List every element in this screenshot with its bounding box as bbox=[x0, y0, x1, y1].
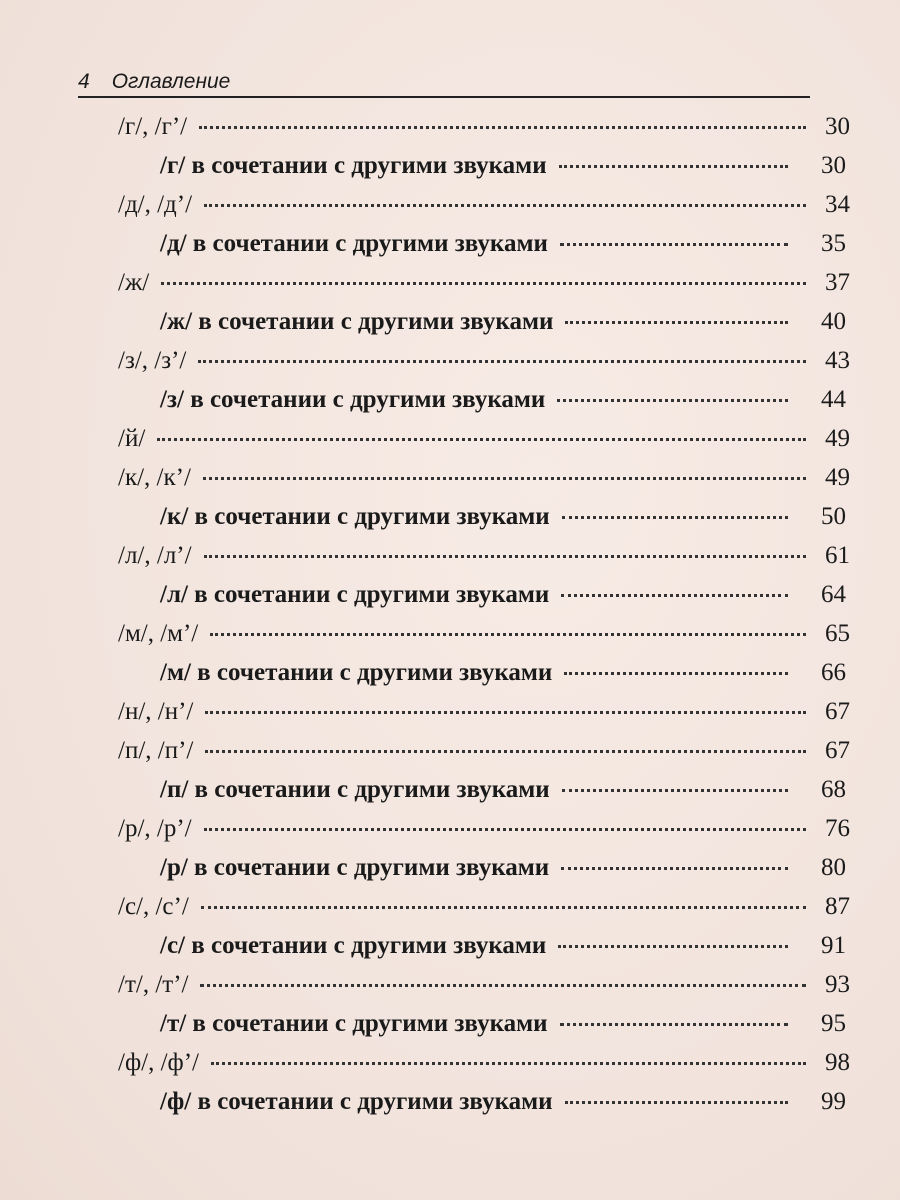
toc-entry[interactable] bbox=[118, 344, 850, 378]
toc-entry[interactable] bbox=[118, 110, 850, 144]
dot-leader bbox=[560, 1023, 788, 1026]
toc-entry[interactable] bbox=[118, 968, 850, 1002]
dot-leader bbox=[198, 360, 806, 363]
toc-page-number: 30 bbox=[825, 113, 850, 140]
header-divider bbox=[78, 96, 810, 98]
toc-entry-label: /л/, /л’/ bbox=[118, 542, 192, 569]
toc-page-number: 99 bbox=[821, 1088, 846, 1115]
toc-entry-label: /т/ в сочетании с другими звуками bbox=[160, 1010, 548, 1037]
toc-subentry[interactable] bbox=[160, 305, 850, 339]
toc-subentry[interactable] bbox=[160, 383, 850, 417]
toc-page-number: 91 bbox=[821, 932, 846, 959]
toc-entry-label: /п/, /п’/ bbox=[118, 737, 194, 764]
dot-leader bbox=[203, 477, 806, 480]
toc-subentry[interactable] bbox=[160, 1007, 850, 1041]
toc-page-number: 98 bbox=[825, 1049, 850, 1076]
dot-leader bbox=[562, 789, 788, 792]
toc-entry-label: /н/, /н’/ bbox=[118, 698, 194, 725]
toc-page-number: 67 bbox=[825, 737, 850, 764]
dot-leader bbox=[565, 1101, 788, 1104]
toc-entry-label: /р/, /р’/ bbox=[118, 815, 192, 842]
dot-leader bbox=[205, 750, 806, 753]
toc-entry-label: /й/ bbox=[118, 425, 146, 452]
toc-entry[interactable] bbox=[118, 539, 850, 573]
dot-leader bbox=[200, 984, 806, 987]
dot-leader bbox=[559, 165, 788, 168]
toc-entry[interactable] bbox=[118, 695, 850, 729]
toc-entry-label: /ж/ в сочетании с другими звуками bbox=[160, 308, 554, 335]
dot-leader bbox=[560, 243, 788, 246]
dot-leader bbox=[204, 828, 806, 831]
dot-leader bbox=[205, 711, 806, 714]
toc-subentry[interactable] bbox=[160, 656, 850, 690]
page-number: 4 bbox=[78, 70, 90, 93]
toc-entry-label: /п/ в сочетании с другими звуками bbox=[160, 776, 550, 803]
toc-entry-label: /м/, /м’/ bbox=[118, 620, 199, 647]
toc-entry[interactable] bbox=[118, 422, 850, 456]
toc-entry-label: /с/ в сочетании с другими звуками bbox=[160, 932, 547, 959]
toc-page-number: 66 bbox=[821, 659, 846, 686]
toc-entry-label: /з/, /з’/ bbox=[118, 347, 187, 374]
toc-page-number: 49 bbox=[825, 425, 850, 452]
toc-entry-label: /г/ в сочетании с другими звуками bbox=[160, 152, 547, 179]
dot-leader bbox=[562, 516, 788, 519]
toc-page-number: 34 bbox=[825, 191, 850, 218]
toc-entry-label: /к/ в сочетании с другими звуками bbox=[160, 503, 550, 530]
toc-entry[interactable] bbox=[118, 617, 850, 651]
toc-page-number: 30 bbox=[821, 152, 846, 179]
toc-page-number: 50 bbox=[821, 503, 846, 530]
toc-entry[interactable] bbox=[118, 266, 850, 300]
toc-page-number: 87 bbox=[825, 893, 850, 920]
toc-subentry[interactable] bbox=[160, 227, 850, 261]
toc-entry[interactable] bbox=[118, 1046, 850, 1080]
toc-page-number: 35 bbox=[821, 230, 846, 257]
dot-leader bbox=[211, 1062, 806, 1065]
section-title: Оглавление bbox=[111, 70, 231, 93]
toc-entry[interactable] bbox=[118, 461, 850, 495]
toc-entry-label: /ф/, /ф’/ bbox=[118, 1049, 200, 1076]
dot-leader bbox=[210, 633, 806, 636]
toc-entry-label: /з/ в сочетании с другими звуками bbox=[160, 386, 546, 413]
running-header bbox=[78, 64, 810, 94]
toc-page-number: 95 bbox=[821, 1010, 846, 1037]
toc-entry-label: /р/ в сочетании с другими звуками bbox=[160, 854, 550, 881]
dot-leader bbox=[204, 555, 806, 558]
toc-subentry[interactable] bbox=[160, 929, 850, 963]
toc-entry-label: /д/ в сочетании с другими звуками bbox=[160, 230, 548, 257]
toc-page-number: 61 bbox=[825, 542, 850, 569]
toc-page-number: 76 bbox=[825, 815, 850, 842]
toc-entry[interactable] bbox=[118, 890, 850, 924]
toc-page-number: 43 bbox=[825, 347, 850, 374]
toc-page-number: 40 bbox=[821, 308, 846, 335]
toc-page-number: 65 bbox=[825, 620, 850, 647]
dot-leader bbox=[201, 906, 806, 909]
toc-entry-label: /ф/ в сочетании с другими звуками bbox=[160, 1088, 553, 1115]
dot-leader bbox=[561, 867, 788, 870]
toc-entry[interactable] bbox=[118, 812, 850, 846]
toc-entry-label: /т/, /т’/ bbox=[118, 971, 189, 998]
toc-subentry[interactable] bbox=[160, 500, 850, 534]
toc-subentry[interactable] bbox=[160, 149, 850, 183]
dot-leader bbox=[561, 594, 788, 597]
toc-page-number: 64 bbox=[821, 581, 846, 608]
toc-page-number: 68 bbox=[821, 776, 846, 803]
dot-leader bbox=[565, 321, 788, 324]
dot-leader bbox=[157, 438, 806, 441]
dot-leader bbox=[558, 945, 788, 948]
toc-entry-label: /л/ в сочетании с другими звуками bbox=[160, 581, 550, 608]
toc-subentry[interactable] bbox=[160, 851, 850, 885]
toc-entry-label: /с/, /с’/ bbox=[118, 893, 189, 920]
dot-leader bbox=[557, 399, 788, 402]
toc-entry-label: /м/ в сочетании с другими звуками bbox=[160, 659, 553, 686]
toc-entry[interactable] bbox=[118, 188, 850, 222]
toc-entry[interactable] bbox=[118, 734, 850, 768]
dot-leader bbox=[564, 672, 788, 675]
dot-leader bbox=[204, 204, 806, 207]
toc-page-number: 44 bbox=[821, 386, 846, 413]
dot-leader bbox=[199, 126, 806, 129]
toc-page-number: 37 bbox=[825, 269, 850, 296]
toc-subentry[interactable] bbox=[160, 773, 850, 807]
toc-entry-label: /к/, /к’/ bbox=[118, 464, 191, 491]
toc-entry-label: /ж/ bbox=[118, 269, 150, 296]
toc-entry-label: /г/, /г’/ bbox=[118, 113, 188, 140]
toc-page-number: 67 bbox=[825, 698, 850, 725]
toc-subentry[interactable] bbox=[160, 1085, 850, 1119]
toc-page-number: 93 bbox=[825, 971, 850, 998]
toc-subentry[interactable] bbox=[160, 578, 850, 612]
toc-page-number: 49 bbox=[825, 464, 850, 491]
toc-entry-label: /д/, /д’/ bbox=[118, 191, 193, 218]
toc-page-number: 80 bbox=[821, 854, 846, 881]
dot-leader bbox=[161, 282, 806, 285]
